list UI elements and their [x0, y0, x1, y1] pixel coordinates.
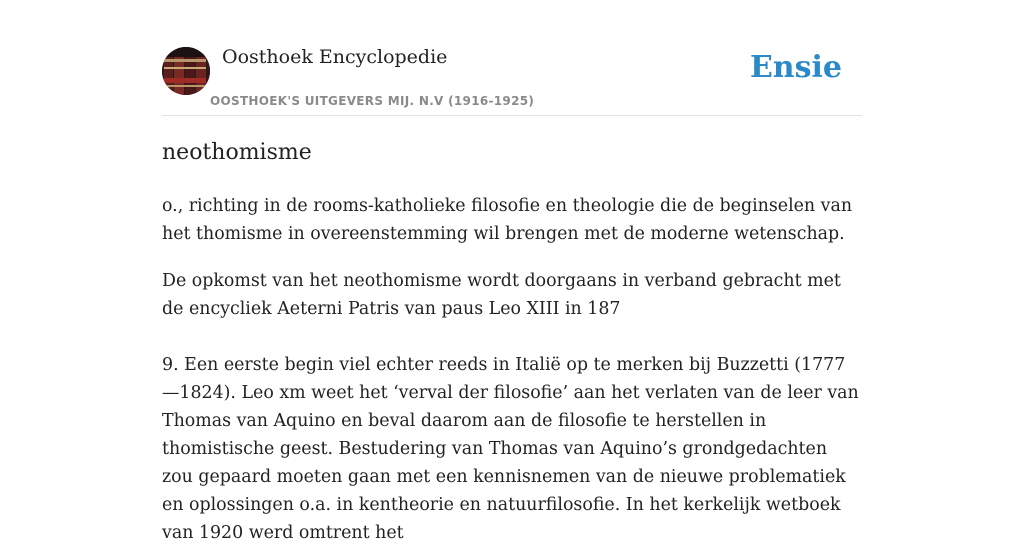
book-spines-icon — [162, 47, 210, 95]
brand-logo-link[interactable]: Ensie — [749, 50, 842, 85]
publisher-label: OOSTHOEK'S UITGEVERS MIJ. N.V (1916-1925) — [210, 94, 535, 108]
book-cover-avatar[interactable] — [162, 47, 210, 95]
entry-title: neothomisme — [162, 140, 312, 165]
entry-paragraph-3: 9. Een eerste begin viel echter reeds in Italië op te merken bij Buzzetti (1777—1824). Leo xm weet het ‘verval der filosofie’ aan het verlaten van de leer van Thomas van Aquino en beval daarom aan de filosofie te herstellen in thomistische geest. Bestudering van Thomas van Aquino’s grondgedachten zou gepaard moeten gaan met een kennisnemen van de nieuwe problematiek en oplossingen o.a. in kentheorie en natuurfilosofie. In het kerkelijk wetboek van 1920 werd omtrent het — [162, 355, 859, 543]
page-container — [162, 0, 862, 543]
page-header — [162, 0, 862, 116]
book-title[interactable]: Oosthoek Encyclopedie — [222, 46, 448, 68]
entry-paragraph-1: o., richting in de rooms-katholieke filosofie en theologie die de beginselen van het thomisme in overeenstemming wil brengen met de moderne wetenschap. — [162, 196, 853, 244]
entry-paragraph-2: De opkomst van het neothomisme wordt doorgaans in verband gebracht met de encycliek Aeterni Patris van paus Leo XIII in 187 — [162, 271, 841, 319]
